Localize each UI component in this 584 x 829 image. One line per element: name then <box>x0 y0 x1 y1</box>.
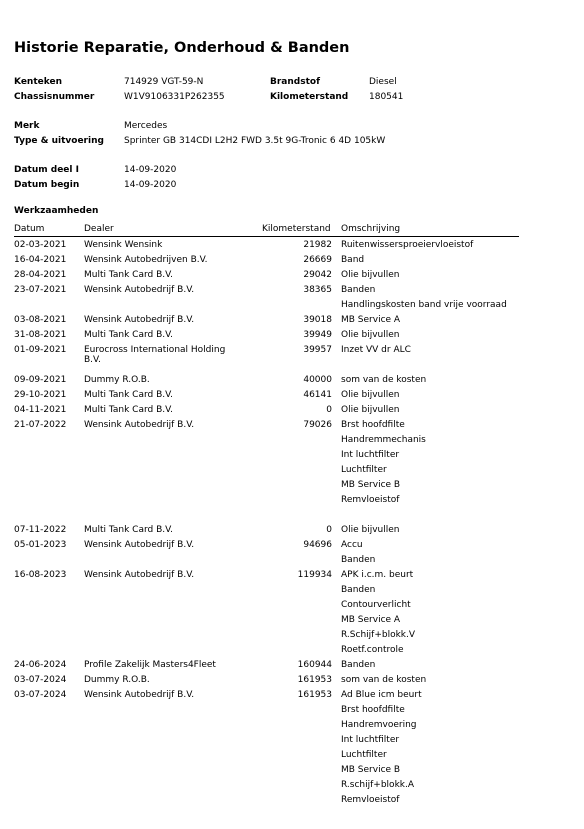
row-date: 03-07-2024 <box>14 690 67 700</box>
description-line: Olie bijvullen <box>341 405 400 415</box>
column-header-km: Kilometerstand <box>262 224 331 234</box>
row-description <box>341 343 411 373</box>
row-description <box>341 403 399 418</box>
row-description <box>341 688 422 808</box>
description-line: Banden <box>341 585 376 595</box>
row-dealer: Wensink Autobedrijven B.V. <box>84 255 208 265</box>
section-title: Werkzaamheden <box>14 206 99 216</box>
row-kilometerstand: 94696 <box>303 540 332 550</box>
datum-deel-label: Datum deel I <box>14 165 79 175</box>
description-line: Ad Blue icm beurt <box>341 690 422 700</box>
description-line: Brst hoofdfilte <box>341 420 405 430</box>
row-kilometerstand: 29042 <box>303 270 332 280</box>
row-date: 05-01-2023 <box>14 540 67 550</box>
row-date: 24-06-2024 <box>14 660 67 670</box>
row-description <box>341 523 399 538</box>
km-value: 180541 <box>369 92 404 102</box>
table-row <box>0 313 584 328</box>
row-date: 03-08-2021 <box>14 315 67 325</box>
row-dealer: Multi Tank Card B.V. <box>84 270 173 280</box>
row-kilometerstand: 0 <box>326 525 332 535</box>
description-line: Inzet VV dr ALC <box>341 345 411 355</box>
chassis-label: Chassisnummer <box>14 92 95 102</box>
row-description <box>341 388 399 403</box>
work-table <box>0 238 584 808</box>
row-kilometerstand: 38365 <box>303 285 332 295</box>
table-row <box>0 238 584 253</box>
row-date: 16-04-2021 <box>14 255 67 265</box>
brandstof-value: Diesel <box>369 77 397 87</box>
description-line: Contourverlicht <box>341 600 411 610</box>
row-dealer: Profile Zakelijk Masters4Fleet <box>84 660 216 670</box>
row-dealer: Multi Tank Card B.V. <box>84 405 173 415</box>
table-row <box>0 568 584 658</box>
table-row <box>0 418 584 523</box>
description-line: MB Service A <box>341 615 401 625</box>
row-description <box>341 418 426 523</box>
row-description <box>341 268 399 283</box>
row-kilometerstand: 39957 <box>303 345 332 355</box>
column-header-desc: Omschrijving <box>341 224 401 234</box>
table-row <box>0 283 584 313</box>
row-date: 03-07-2024 <box>14 675 67 685</box>
row-description <box>341 253 364 268</box>
row-kilometerstand: 119934 <box>297 570 332 580</box>
description-line: Int luchtfilter <box>341 735 400 745</box>
row-kilometerstand: 161953 <box>297 675 332 685</box>
description-line: Banden <box>341 660 376 670</box>
datum-begin-value: 14-09-2020 <box>124 180 177 190</box>
table-row <box>0 658 584 673</box>
description-line: Olie bijvullen <box>341 390 400 400</box>
description-line: Olie bijvullen <box>341 270 400 280</box>
row-date: 23-07-2021 <box>14 285 67 295</box>
datum-begin-label: Datum begin <box>14 180 80 190</box>
row-description <box>341 658 375 673</box>
row-description <box>341 328 399 343</box>
row-kilometerstand: 0 <box>326 405 332 415</box>
row-date: 04-11-2021 <box>14 405 67 415</box>
row-dealer: Wensink Autobedrijf B.V. <box>84 540 195 550</box>
row-kilometerstand: 39949 <box>303 330 332 340</box>
row-kilometerstand: 40000 <box>303 375 332 385</box>
row-dealer: Wensink Autobedrijf B.V. <box>84 690 195 700</box>
kenteken-value: 714929 VGT-59-N <box>124 77 204 87</box>
row-kilometerstand: 21982 <box>303 240 332 250</box>
column-header-dealer: Dealer <box>84 224 114 234</box>
description-line: som van de kosten <box>341 675 427 685</box>
table-row <box>0 328 584 343</box>
row-description <box>341 538 375 568</box>
description-line: Luchtfilter <box>341 465 387 475</box>
description-line: Band <box>341 255 365 265</box>
row-description <box>341 568 415 658</box>
page-title: Historie Reparatie, Onderhoud & Banden <box>14 40 350 56</box>
description-line: Banden <box>341 555 376 565</box>
description-line: Ruitenwissersproeiervloeistof <box>341 240 474 250</box>
brandstof-label: Brandstof <box>270 77 320 87</box>
description-line: Olie bijvullen <box>341 330 400 340</box>
row-dealer: Wensink Autobedrijf B.V. <box>84 570 195 580</box>
row-description <box>341 313 400 328</box>
description-line: Handremmechanis <box>341 435 426 445</box>
chassis-value: W1V9106331P262355 <box>124 92 225 102</box>
kenteken-label: Kenteken <box>14 77 62 87</box>
table-row <box>0 688 584 808</box>
row-dealer: Eurocross International Holding B.V. <box>84 345 226 365</box>
description-line: Brst hoofdfilte <box>341 705 405 715</box>
row-dealer: Wensink Wensink <box>84 240 163 250</box>
row-date: 01-09-2021 <box>14 345 67 355</box>
description-line: Handlingskosten band vrije voorraad <box>341 300 507 310</box>
row-dealer: Wensink Autobedrijf B.V. <box>84 420 195 430</box>
row-date: 21-07-2022 <box>14 420 67 430</box>
type-label: Type & uitvoering <box>14 136 104 146</box>
row-dealer: Multi Tank Card B.V. <box>84 330 173 340</box>
row-description <box>341 283 507 313</box>
table-row <box>0 538 584 568</box>
description-line: MB Service B <box>341 480 401 490</box>
description-line: Remvloeistof <box>341 795 400 805</box>
km-label: Kilometerstand <box>270 92 349 102</box>
row-kilometerstand: 79026 <box>303 420 332 430</box>
table-row <box>0 373 584 388</box>
row-description <box>341 673 426 688</box>
row-date: 16-08-2023 <box>14 570 67 580</box>
table-row <box>0 388 584 403</box>
row-kilometerstand: 39018 <box>303 315 332 325</box>
table-row <box>0 673 584 688</box>
column-header-date: Datum <box>14 224 45 234</box>
description-line <box>341 358 411 373</box>
description-line: Accu <box>341 540 363 550</box>
row-kilometerstand: 26669 <box>303 255 332 265</box>
datum-deel-value: 14-09-2020 <box>124 165 177 175</box>
row-kilometerstand: 160944 <box>297 660 332 670</box>
description-line: R.Schijf+blokk.V <box>341 630 416 640</box>
description-line: Remvloeistof <box>341 495 400 505</box>
description-line: MB Service A <box>341 315 401 325</box>
merk-value: Mercedes <box>124 121 168 131</box>
description-line: som van de kosten <box>341 375 427 385</box>
header-divider <box>14 236 519 237</box>
table-row <box>0 523 584 538</box>
merk-label: Merk <box>14 121 40 131</box>
row-description <box>341 373 426 388</box>
row-dealer: Multi Tank Card B.V. <box>84 390 173 400</box>
description-line: Olie bijvullen <box>341 525 400 535</box>
row-dealer: Dummy R.O.B. <box>84 375 150 385</box>
description-line: Roetf.controle <box>341 645 404 655</box>
table-row <box>0 253 584 268</box>
row-date: 09-09-2021 <box>14 375 67 385</box>
description-line: Int luchtfilter <box>341 450 400 460</box>
description-line: R.schijf+blokk.A <box>341 780 415 790</box>
description-line: Handremvoering <box>341 720 417 730</box>
row-description <box>341 238 473 253</box>
description-line: MB Service B <box>341 765 401 775</box>
table-row <box>0 268 584 283</box>
row-date: 07-11-2022 <box>14 525 67 535</box>
table-row <box>0 343 584 373</box>
row-dealer: Dummy R.O.B. <box>84 675 150 685</box>
description-line: APK i.c.m. beurt <box>341 570 414 580</box>
row-dealer: Wensink Autobedrijf B.V. <box>84 285 195 295</box>
type-value: Sprinter GB 314CDI L2H2 FWD 3.5t 9G-Tronic 6 4D 105kW <box>124 136 386 146</box>
row-date: 02-03-2021 <box>14 240 67 250</box>
row-date: 29-10-2021 <box>14 390 67 400</box>
row-kilometerstand: 161953 <box>297 690 332 700</box>
row-dealer: Multi Tank Card B.V. <box>84 525 173 535</box>
row-date: 31-08-2021 <box>14 330 67 340</box>
description-line: Luchtfilter <box>341 750 387 760</box>
description-line <box>341 508 426 523</box>
row-date: 28-04-2021 <box>14 270 67 280</box>
row-dealer: Wensink Autobedrijf B.V. <box>84 315 195 325</box>
row-kilometerstand: 46141 <box>303 390 332 400</box>
table-row <box>0 403 584 418</box>
description-line: Banden <box>341 285 376 295</box>
